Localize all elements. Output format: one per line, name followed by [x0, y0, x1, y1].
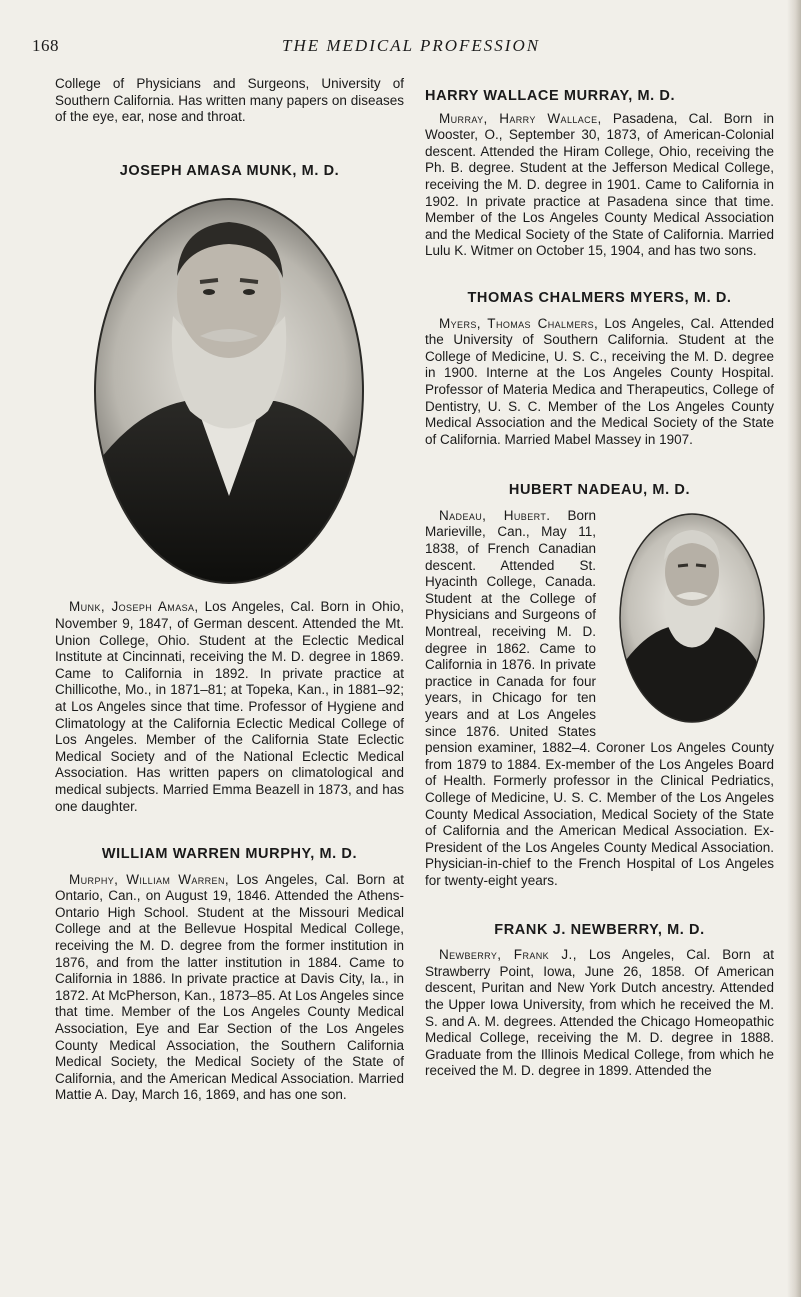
running-head: THE MEDICAL PROFESSION — [282, 36, 541, 55]
page-header — [32, 36, 772, 66]
bio-newberry: Newberry, Frank J., Los Angeles, Cal. Born at Strawberry Point, Iowa, June 26, 1858. Of American descent, Puritan and New York Dutch ancestry. Attended the Upper Iowa University, from which he received the M. S. and A. M. degrees. Attended the Chicago Homeopathic Medical College, receiving the M. D. degree in 1888. Graduate from the Illinois Medical College, from which he received the M. D. degree in 1899. Attended the — [425, 947, 775, 1079]
heading-murphy: WILLIAM WARREN MURPHY, M. D. — [101, 846, 358, 863]
heading-newberry: FRANK J. NEWBERRY, M. D. — [494, 921, 705, 938]
page-edge-shadow — [787, 0, 801, 1297]
heading-myers: THOMAS CHALMERS MYERS, M. D. — [467, 289, 732, 306]
bio-myers: Myers, Thomas Chalmers, Los Angeles, Cal. Attended the University of Southern California. Student at the College of Medicine, U. S. C., receiving the M. D. degree in 1900. Interne at the Los Angeles County Hospital. Professor of Materia Medica and Therapeutics, College of Dentistry, U. S. C. Member of the Los Angeles County Medical Association and the Medical Society of the State of California. Married Mabel Massey in 1907. — [425, 315, 774, 447]
right-column — [425, 88, 774, 1080]
bio-munk: Munk, Joseph Amasa, Los Angeles, Cal. Born in Ohio, November 9, 1847, of German descent. Attended the Mt. Union College, Ohio. Student at the Eclectic Medical Institute at Cincinnati, receiving the M. D. degree in 1869. Came to California in 1892. In private practice at Chillicothe, Mo., in 1871–81; at Topeka, Kan., in 1881–92; at Los Angeles since that time. Professor of Hygiene and Climatology at the California Eclectic Medical College of Los Angeles. Member of the California State Eclectic Medical Society and of the National Eclectic Medical Association. Has written papers on climatological and medical subjects. Married Emma Beazell in 1873, and has one daughter. — [55, 599, 404, 814]
bio-murphy: Murphy, William Warren, Los Angeles, Cal. Born at Ontario, Can., on August 19, 1846. Attended the Athens-Ontario High School. Student at the Missouri Medical College and at the Bellevue Hospital Medical College, receiving the M. D. degree from the former institution in 1876, and from the latter institution in 1884. Came to California in 1886. In private practice at Davis City, Ia., in 1872. At McPherson, Kan., 1873–85. At Los Angeles since that time. Member of the Los Angeles County Medical Association, Eye and Ear Section of the Los Angeles County Medical Association, the Southern California Medical Society, the Medical Society of the State of California, and the American Medical Association. Married Mattie A. Day, March 16, 1869, and has one son. — [55, 871, 405, 1103]
name-munk: Munk, Joseph Amasa, — [69, 599, 199, 615]
page-number: 168 — [32, 36, 59, 55]
left-column — [55, 76, 404, 1104]
heading-murray: HARRY WALLACE MURRAY, M. D. — [425, 88, 676, 104]
heading-nadeau: HUBERT NADEAU, M. D. — [508, 482, 691, 499]
name-newberry: Newberry, Frank J., — [439, 947, 577, 963]
heading-munk: JOSEPH AMASA MUNK, M. D. — [119, 162, 340, 179]
name-myers: Myers, Thomas Chalmers, — [439, 315, 599, 331]
name-murray: Murray, Harry Wallace, — [439, 110, 602, 126]
name-nadeau: Nadeau, Hubert. — [439, 507, 551, 523]
portrait-nadeau — [604, 510, 780, 726]
name-murphy: Murphy, William Warren, — [69, 871, 230, 887]
bio-murray: Murray, Harry Wallace, Pasadena, Cal. Born in Wooster, O., September 30, 1873, of American-Colonial descent. Attended the Hiram College, Ohio, receiving the Ph. B. degree. Student at the Jefferson Medical College, receiving the M. D. degree in 1901. Came to California in 1902. In private practice at Pasadena since that time. Member of the Los Angeles County Medical Association and the Medical Society of the State of California. Married Lulu K. Witmer on October 15, 1904, and has two sons. — [425, 110, 774, 259]
intro-paragraph: College of Physicians and Surgeons, University of Southern California. Has written many papers on diseases of the eye, ear, nose and throat. — [55, 76, 404, 125]
bio-nadeau: Nadeau, Hubert. Born Marieville, Can., May 11, 1838, of French Canadian descent. Attended St. Hyacinth College, Canada. Student at the College of Physicians and Surgeons of Montreal, receiving M. D. degree in 1862. Came to California in 1876. In private practice in Canada for four years, in Chicago for ten years and at Los Angeles since 1876. United States pension examiner, 1882–4. Coroner Los Angeles County from 1879 to 1884. Ex-member of the Los Angeles Board of Health. Formerly professor in the Clinical Pedriatics, College of Medicine, U. S. C. Member of the Los Angeles County Medical Association, Medical Society of the State of California and the American Medical Association. Ex-President of the Los Angeles County Medical Association. Physician-in-chief to the French Hospital of Los Angeles for twenty-eight years. — [425, 508, 774, 890]
portrait-munk — [55, 196, 404, 586]
